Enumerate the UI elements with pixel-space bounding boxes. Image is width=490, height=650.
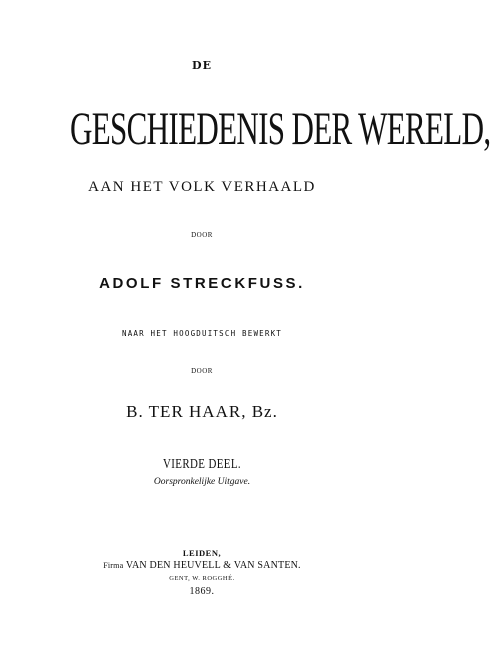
imprint-publisher (0, 561, 404, 571)
editor-name: B. TER HAAR, Bz. (126, 402, 278, 421)
firm-prefix: Firma (103, 561, 124, 570)
book-subtitle: AAN HET VOLK VERHAALD (88, 179, 316, 195)
imprint-place: LEIDEN, (182, 548, 222, 558)
imprint-year: 1869. (189, 586, 215, 597)
author-name: ADOLF STRECKFUSS. (99, 275, 305, 292)
title-article: DE (192, 59, 212, 72)
book-title: GESCHIEDENIS DER WERELD, (70, 103, 490, 155)
adaptation-note: NAAR HET HOOGDUITSCH BEWERKT (121, 329, 283, 338)
imprint-printer: GENT, W. ROGGHÉ. (169, 575, 235, 582)
edition-note: Oorspronkelijke Uitgave. (153, 477, 251, 487)
by-label-author: DOOR (191, 231, 213, 239)
by-label-editor: DOOR (191, 367, 213, 375)
firm-name: VAN DEN HEUVELL & VAN SANTEN. (125, 560, 301, 571)
volume-label: VIERDE DEEL. (162, 457, 242, 472)
